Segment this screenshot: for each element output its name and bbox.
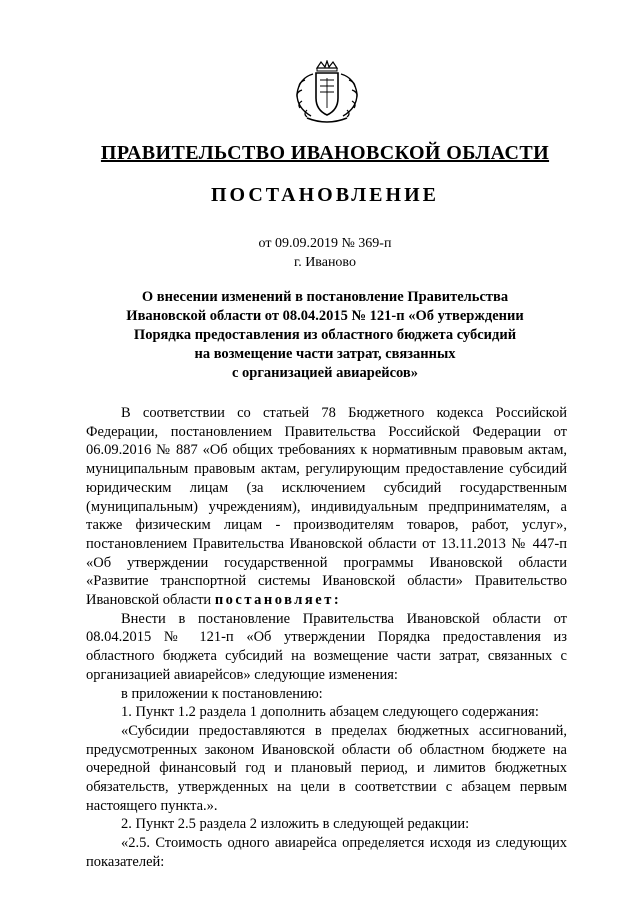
paragraph: Внести в постановление Правительства Ивановской области от 08.04.2015 № 121-п «Об утверждении Порядка предоставления из областного бюджета субсидий на возмещение части затрат, связанных с организацией авиарейсов» следующие изменения: [86, 610, 567, 683]
paragraph: в приложении к постановлению: [121, 685, 323, 702]
document-type: ПОСТАНОВЛЕНИЕ [211, 184, 439, 206]
paragraph: 2. Пункт 2.5 раздела 2 изложить в следующей редакции: [121, 816, 470, 833]
subject-line: на возмещение части затрат, связанных [194, 346, 456, 362]
subject-line: О внесении изменений в постановление Правительства [141, 289, 509, 305]
subject-line: Ивановской области от 08.04.2015 № 121-п «Об утверждении [126, 308, 524, 324]
coat-of-arms-icon [285, 60, 369, 126]
subject-line: Порядка предоставления из областного бюджета субсидий [133, 327, 517, 343]
paragraph: «Субсидии предоставляются в пределах бюджетных ассигнований, предусмотренных законом Ивановской области об областном бюджете на очередной финансовый год и плановый период, и лимитов бюджетных обязательств, утвержденных на цели в соответствии с абзацем первым настоящего пункта.». [86, 722, 567, 814]
paragraph: 1. Пункт 1.2 раздела 1 дополнить абзацем следующего содержания: [121, 704, 539, 721]
paragraph: «2.5. Стоимость одного авиарейса определяется исходя из следующих показателей: [86, 835, 567, 870]
government-title: ПРАВИТЕЛЬСТВО ИВАНОВСКОЙ ОБЛАСТИ [100, 142, 550, 164]
preamble-text: В соответствии со статьей 78 Бюджетного кодекса Российской Федерации, постановлением Правительства Российской Федерации от 06.09.2016 № 887 «Об общих требованиях к нормативным правовым актам, муниципальным правовым актам, регулирующим предоставление субсидий юридическим лицам (за исключением субсидий государственным (муниципальным) учреждениям), индивидуальным предпринимателям, а также физическим лицам - производителям товаров, работ, услуг», постановлением Правительства Ивановской области от 13.11.2013 № 447-п «Об утверждении государственной программы Ивановской области «Развитие транспортной системы Ивановской области» Правительство Ивановской области [86, 405, 567, 609]
paragraph-preamble [86, 404, 567, 610]
resolves-word: постановляет: [214, 592, 342, 609]
subject-line: с организацией авиарейсов» [231, 365, 419, 381]
date-number: от 09.09.2019 № 369-п [258, 236, 392, 251]
document-body [86, 404, 567, 872]
city: г. Иваново [294, 255, 356, 270]
document-subject [95, 288, 555, 383]
